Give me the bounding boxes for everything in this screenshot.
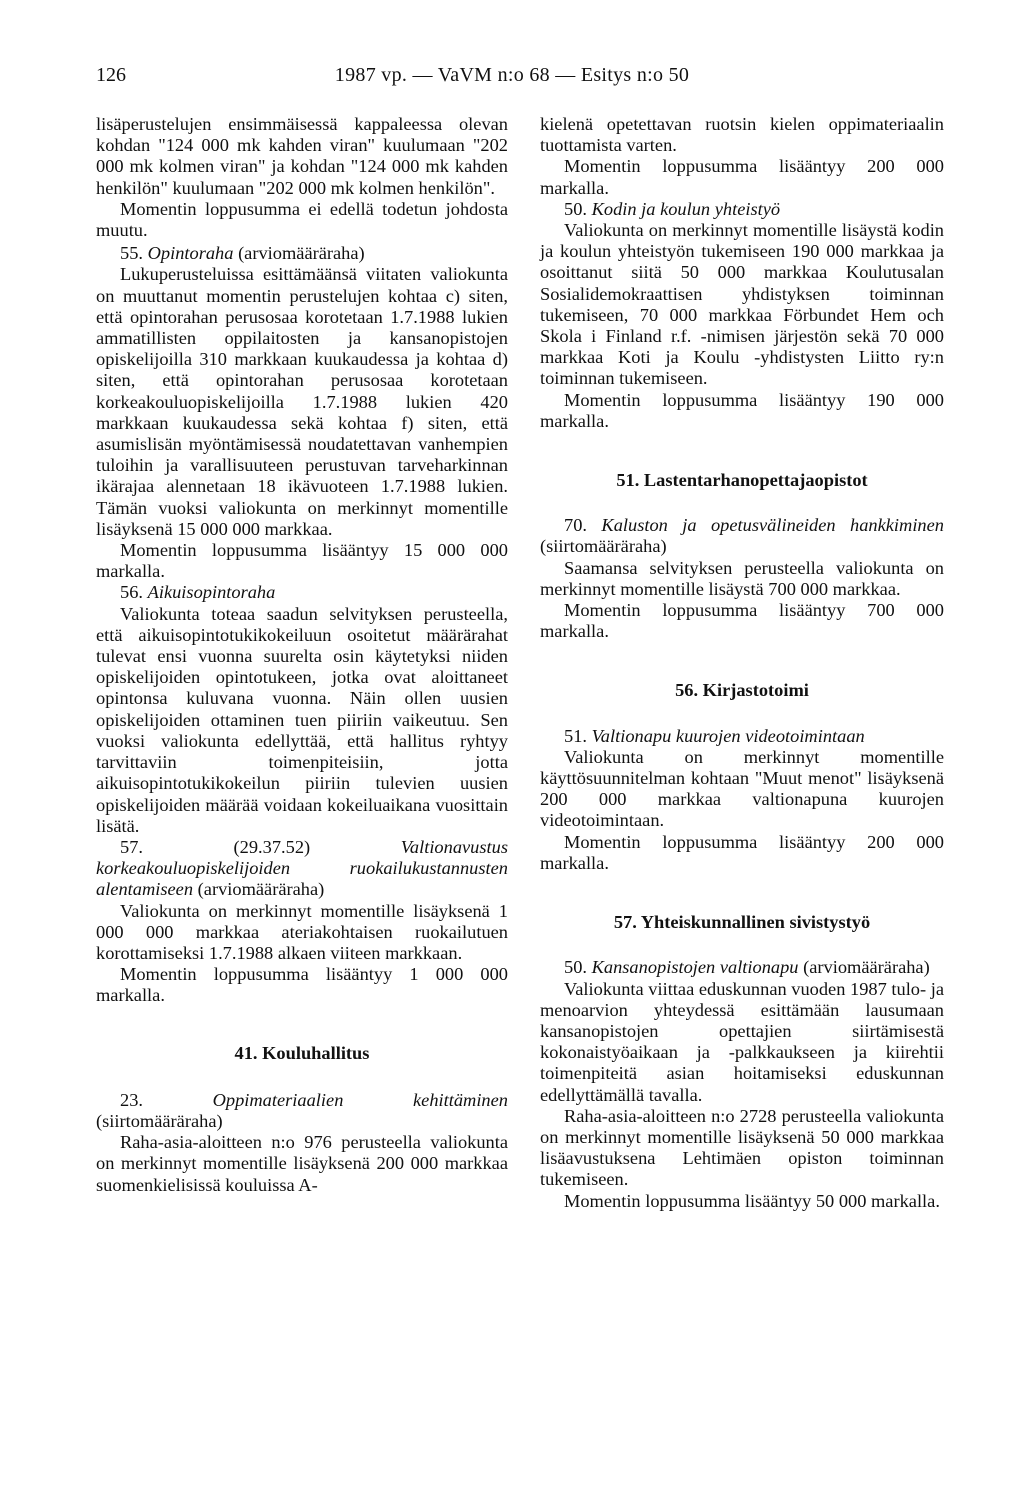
paragraph: Valiokunta on merkinnyt momentille käyttösuunnitelman kohtaan "Muut menot" lisäyksenä 200 000 markkaa valtionapuna kuurojen videotoimintaan. [540, 746, 944, 831]
paragraph: Momentin loppusumma lisääntyy 1 000 000 markalla. [96, 964, 508, 1006]
section-heading [96, 582, 508, 603]
section-heading [540, 957, 944, 978]
appropriation-type: (arviomääräraha) [197, 879, 325, 900]
paragraph: Saamansa selvityksen perusteella valiokunta on merkinnyt momentille lisäystä 700 000 markkaa. [540, 557, 944, 599]
section-number: 50. [564, 198, 587, 219]
paragraph: Valiokunta viittaa eduskunnan vuoden 1987 tulo- ja menoarvion yhteydessä esittämään lausumaan kansanopistojen opettajien siirtämisestä kokonaistyöaikaan ja -palkkaukseen ja kiirehtii toimenpiteitä asian hoitamiseksi eduskunnan edellyttämällä tavalla. [540, 978, 944, 1105]
section-number: 23. [120, 1089, 143, 1110]
section-title: Valtionapu kuurojen videotoimintaan [591, 725, 865, 746]
chapter-heading: 56. Kirjastotoimi [675, 680, 809, 701]
running-title: 1987 vp. — VaVM n:o 68 — Esitys n:o 50 [334, 64, 690, 86]
section-number: 51. [564, 725, 587, 746]
section-heading [540, 515, 944, 557]
section-number: 70. [564, 515, 587, 536]
paragraph: Raha-asia-aloitteen n:o 2728 perusteella valiokunta on merkinnyt momentille lisäyksenä 50 000 markkaa lisäavustuksena Lehtimäen opiston toiminnan tukemiseen. [540, 1105, 944, 1190]
section-title: Aikuisopintoraha [147, 582, 276, 603]
paragraph: Momentin loppusumma lisääntyy 200 000 markalla. [540, 831, 944, 873]
paragraph: Momentin loppusumma lisääntyy 50 000 markalla. [564, 1190, 940, 1211]
chapter-heading: 51. Lastentarhanopettajaopistot [616, 470, 868, 491]
paragraph: kielenä opetettavan ruotsin kielen oppimateriaalin tuottamista varten. [540, 114, 944, 156]
section-number: 50. [564, 957, 587, 978]
section-heading [96, 243, 508, 264]
section-heading [540, 726, 944, 747]
paragraph: Momentin loppusumma lisääntyy 190 000 markalla. [540, 389, 944, 431]
section-heading [96, 1090, 508, 1132]
right-column [540, 114, 944, 1212]
section-number: 55. [120, 243, 143, 264]
appropriation-type: (siirtomääräraha) [96, 1110, 223, 1131]
paragraph: Valiokunta on merkinnyt momentille lisäyksenä 1 000 000 markkaa ateriakohtaisen ruokailutuen korottamiseksi 1.7.1988 alkaen viiteen markkaan. [96, 900, 508, 963]
chapter-heading: 57. Yhteiskunnallinen sivistystyö [613, 912, 871, 933]
section-title: Oppimateriaalien kehittäminen [212, 1089, 508, 1110]
paragraph: Momentin loppusumma ei edellä todetun johdosta muutu. [96, 198, 508, 241]
section-number: 57. (29.37.52) [120, 836, 311, 857]
chapter-heading: 41. Kouluhallitus [234, 1042, 370, 1063]
appropriation-type: (arviomääräraha) [803, 957, 930, 978]
appropriation-type: (arviomääräraha) [238, 243, 365, 264]
paragraph: Valiokunta on merkinnyt momentille lisäystä kodin ja koulun yhteistyön tukemiseen 190 000 markkaa ja osoittanut siitä 50 000 markkaa Koulutusalan Sosialidemokraattisen yhdistyksen toiminnan tukemiseen, 70 000 markkaa Förbundet Hem och Skola i Finland r.f. -nimisen järjestön sekä 70 000 markkaa Koti ja Koulu -yhdistysten Liitto ry:n toiminnan tukemiseen. [540, 220, 944, 389]
paragraph: lisäperustelujen ensimmäisessä kappaleessa olevan kohdan "124 000 mk kahden viran" kuulumaan "202 000 mk kolmen viran" ja kohdan "124 000 mk kahden henkilön" kuulumaan "202 000 mk kolmen henkilön". [96, 114, 508, 198]
section-title: Opintoraha [147, 243, 234, 264]
section-heading [96, 837, 508, 901]
appropriation-type: (siirtomääräraha) [540, 536, 667, 557]
left-column [96, 114, 508, 1196]
paragraph: Valiokunta toteaa saadun selvityksen perusteella, että aikuisopintotukikokeiluun osoitetut määrärahat tulevat ensi vuonna suurelta osin käytetyksi niiden opiskelijoiden opintotukeen, jotka ovat aloittaneet opintonsa kuluvana vuonna. Näin ollen uusien opiskelijoiden ottaminen tuen piiriin vaikeutuu. Sen vuoksi valiokunta edellyttää, että hallitus ryhtyy tarvittaviin toimenpiteisiin, jotta aikuisopintotukikokeilun piiriin tulevien uusien opiskelijoiden määrää voidaan kokeiluaikana vuosittain lisätä. [96, 603, 508, 836]
paragraph: Lukuperusteluissa esittämäänsä viitaten valiokunta on muuttanut momentin perustelujen kohtaa c) siten, että opintorahan perusosaa korotetaan 1.7.1988 lukien ammatillisten oppilaitosten ja kansanopistojen opiskelijoilla 310 markkaan kuukaudessa ja kohtaa d) siten, että opintorahan perusosaa korotetaan korkeakouluopiskelijoilla 1.7.1988 lukien 420 markkaan kuukaudessa sekä kohtaa f) siten, että asumislisän myöntämisessä noudatettavan vanhempien tuloihin ja varallisuuteen perustuvan tarveharkinnan ikärajaa alennetaan 18 ikävuoteen 1.7.1988 lukien. Tämän vuoksi valiokunta on merkinnyt momentille lisäyksenä 15 000 000 markkaa. [96, 264, 508, 539]
section-number: 56. [120, 582, 143, 603]
paragraph: Momentin loppusumma lisääntyy 15 000 000 markalla. [96, 540, 508, 582]
section-title: Kodin ja koulun yhteistyö [591, 198, 781, 219]
section-title: Valtionavustus korkeakouluopiskelijoiden ruokailukustannusten alentamiseen [96, 836, 508, 900]
paragraph: Raha-asia-aloitteen n:o 976 perusteella valiokunta on merkinnyt momentille lisäyksenä 200 000 markkaa suomenkielisissä kouluissa A- [96, 1132, 508, 1195]
section-heading [540, 199, 944, 220]
section-title: Kansanopistojen valtionapu [591, 957, 799, 978]
paragraph: Momentin loppusumma lisääntyy 200 000 markalla. [540, 156, 944, 198]
page-number: 126 [96, 64, 126, 86]
paragraph: Momentin loppusumma lisääntyy 700 000 markalla. [540, 600, 944, 642]
section-title: Kaluston ja opetusvälineiden hankkiminen [601, 515, 944, 536]
